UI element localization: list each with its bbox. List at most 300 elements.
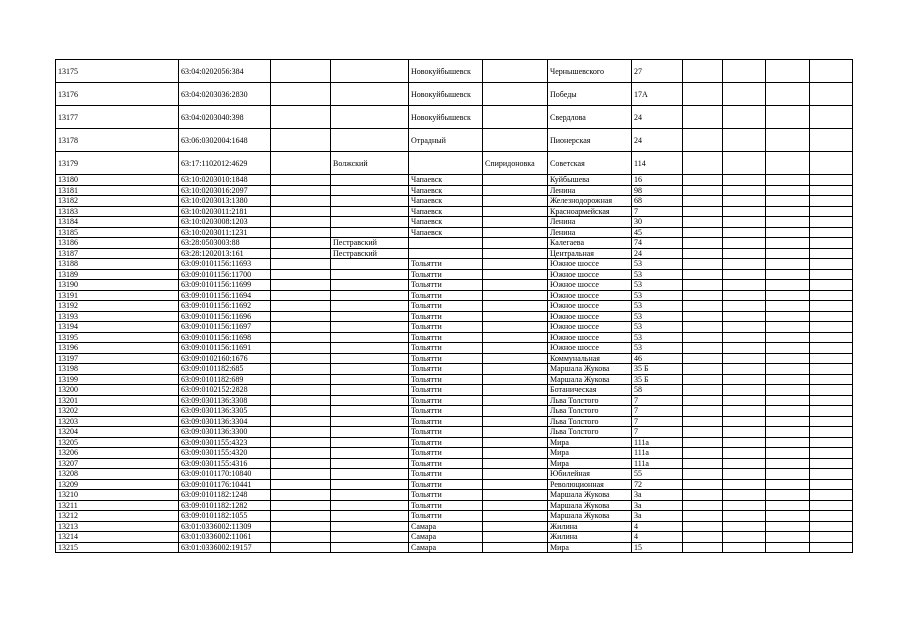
row-number: 13215 (56, 542, 179, 553)
village-cell (483, 301, 548, 312)
empty-cell (723, 469, 766, 480)
village-cell (483, 217, 548, 228)
empty-cell (723, 427, 766, 438)
table-row (56, 185, 853, 196)
district-cell (331, 532, 409, 543)
city-cell: Новокуйбышевск (409, 106, 483, 129)
cadastral-number: 63:04:0202056:384 (179, 60, 271, 83)
empty-cell (766, 511, 810, 522)
empty-cell (810, 437, 853, 448)
empty-cell (683, 290, 723, 301)
empty-cell (723, 238, 766, 249)
house-cell: 35 Б (632, 374, 683, 385)
city-cell: Тольятти (409, 332, 483, 343)
empty-cell (683, 395, 723, 406)
table-row (56, 248, 853, 259)
empty-cell (810, 248, 853, 259)
empty-cell (723, 479, 766, 490)
empty-cell (810, 343, 853, 354)
table-row (56, 332, 853, 343)
district-cell (331, 437, 409, 448)
district-cell (331, 196, 409, 207)
city-cell: Тольятти (409, 406, 483, 417)
empty-cell (766, 395, 810, 406)
district-cell (331, 395, 409, 406)
empty-cell (766, 437, 810, 448)
street-cell: Железнодорожная (548, 196, 632, 207)
row-number: 13179 (56, 152, 179, 175)
table-row (56, 196, 853, 207)
village-cell (483, 437, 548, 448)
district-cell (331, 259, 409, 270)
row-number: 13204 (56, 427, 179, 438)
cadastral-number: 63:10:0203008:1203 (179, 217, 271, 228)
house-cell: 68 (632, 196, 683, 207)
empty-cell (766, 196, 810, 207)
village-cell (483, 511, 548, 522)
table-row (56, 60, 853, 83)
empty-cell (810, 532, 853, 543)
house-cell: 7 (632, 416, 683, 427)
house-cell: 3а (632, 490, 683, 501)
empty-cell (810, 269, 853, 280)
empty-cell (766, 227, 810, 238)
cadastral-number: 63:09:0301136:3305 (179, 406, 271, 417)
street-cell: Южное шоссе (548, 311, 632, 322)
district-cell (331, 500, 409, 511)
city-cell: Тольятти (409, 416, 483, 427)
row-number: 13186 (56, 238, 179, 249)
house-cell: 53 (632, 259, 683, 270)
empty-cell (723, 500, 766, 511)
empty-cell (723, 458, 766, 469)
empty-cell (723, 311, 766, 322)
empty-cell (683, 364, 723, 375)
row-number: 13182 (56, 196, 179, 207)
district-cell (331, 364, 409, 375)
city-cell: Новокуйбышевск (409, 60, 483, 83)
empty-cell (271, 416, 331, 427)
village-cell (483, 311, 548, 322)
house-cell: 53 (632, 301, 683, 312)
table-row (56, 301, 853, 312)
city-cell: Тольятти (409, 385, 483, 396)
empty-cell (271, 353, 331, 364)
empty-cell (723, 437, 766, 448)
cadastral-number: 63:10:0203016:2097 (179, 185, 271, 196)
district-cell (331, 129, 409, 152)
street-cell: Южное шоссе (548, 280, 632, 291)
village-cell (483, 500, 548, 511)
house-cell: 4 (632, 521, 683, 532)
table-row (56, 490, 853, 501)
row-number: 13177 (56, 106, 179, 129)
empty-cell (766, 152, 810, 175)
village-cell (483, 490, 548, 501)
empty-cell (683, 458, 723, 469)
cadastral-number: 63:09:0101156:11693 (179, 259, 271, 270)
table-row (56, 406, 853, 417)
empty-cell (810, 280, 853, 291)
row-number: 13197 (56, 353, 179, 364)
street-cell: Южное шоссе (548, 259, 632, 270)
empty-cell (810, 185, 853, 196)
empty-cell (723, 385, 766, 396)
empty-cell (810, 353, 853, 364)
street-cell: Ленина (548, 185, 632, 196)
row-number: 13187 (56, 248, 179, 259)
table-row (56, 343, 853, 354)
house-cell: 53 (632, 311, 683, 322)
city-cell (409, 152, 483, 175)
empty-cell (766, 532, 810, 543)
house-cell: 58 (632, 385, 683, 396)
empty-cell (810, 152, 853, 175)
empty-cell (271, 185, 331, 196)
cadastral-number: 63:04:0203040:398 (179, 106, 271, 129)
empty-cell (271, 395, 331, 406)
street-cell: Коммунальная (548, 353, 632, 364)
empty-cell (723, 416, 766, 427)
empty-cell (810, 490, 853, 501)
village-cell (483, 83, 548, 106)
cadastral-number: 63:09:0101170:10840 (179, 469, 271, 480)
empty-cell (271, 152, 331, 175)
cadastral-number: 63:09:0102152:2828 (179, 385, 271, 396)
house-cell: 7 (632, 395, 683, 406)
empty-cell (810, 332, 853, 343)
row-number: 13185 (56, 227, 179, 238)
street-cell: Мира (548, 448, 632, 459)
row-number: 13201 (56, 395, 179, 406)
empty-cell (766, 490, 810, 501)
table-row (56, 521, 853, 532)
cadastral-number: 63:01:0336002:11309 (179, 521, 271, 532)
city-cell: Тольятти (409, 364, 483, 375)
district-cell (331, 353, 409, 364)
empty-cell (683, 259, 723, 270)
empty-cell (683, 206, 723, 217)
street-cell: Маршала Жукова (548, 511, 632, 522)
house-cell: 24 (632, 106, 683, 129)
street-cell: Ботаническая (548, 385, 632, 396)
empty-cell (810, 364, 853, 375)
village-cell (483, 60, 548, 83)
empty-cell (271, 301, 331, 312)
city-cell: Тольятти (409, 290, 483, 301)
cadastral-number: 63:09:0301136:3308 (179, 395, 271, 406)
cadastral-number: 63:09:0101156:11697 (179, 322, 271, 333)
table-row (56, 374, 853, 385)
city-cell: Чапаевск (409, 196, 483, 207)
cadastral-number: 63:10:0203010:1848 (179, 175, 271, 186)
table-row (56, 259, 853, 270)
table-row (56, 448, 853, 459)
empty-cell (810, 458, 853, 469)
street-cell: Мира (548, 437, 632, 448)
empty-cell (271, 469, 331, 480)
empty-cell (766, 301, 810, 312)
empty-cell (271, 311, 331, 322)
table-row (56, 290, 853, 301)
house-cell: 98 (632, 185, 683, 196)
city-cell: Чапаевск (409, 206, 483, 217)
empty-cell (723, 83, 766, 106)
empty-cell (271, 60, 331, 83)
row-number: 13199 (56, 374, 179, 385)
district-cell: Пестравский (331, 248, 409, 259)
empty-cell (810, 83, 853, 106)
cadastral-number: 63:09:0102160:1676 (179, 353, 271, 364)
table-row (56, 269, 853, 280)
house-cell: 17А (632, 83, 683, 106)
empty-cell (271, 532, 331, 543)
empty-cell (683, 469, 723, 480)
cadastral-number: 63:09:0301155:4316 (179, 458, 271, 469)
table-row (56, 129, 853, 152)
empty-cell (723, 511, 766, 522)
house-cell: 53 (632, 343, 683, 354)
empty-cell (766, 448, 810, 459)
house-cell: 24 (632, 248, 683, 259)
empty-cell (766, 83, 810, 106)
village-cell (483, 196, 548, 207)
empty-cell (723, 332, 766, 343)
street-cell: Южное шоссе (548, 322, 632, 333)
city-cell: Тольятти (409, 427, 483, 438)
city-cell (409, 238, 483, 249)
empty-cell (810, 406, 853, 417)
empty-cell (723, 259, 766, 270)
house-cell: 24 (632, 129, 683, 152)
address-table (55, 59, 853, 553)
empty-cell (766, 217, 810, 228)
street-cell: Победы (548, 83, 632, 106)
house-cell: 72 (632, 479, 683, 490)
cadastral-number: 63:01:0336002:11061 (179, 532, 271, 543)
empty-cell (766, 259, 810, 270)
cadastral-number: 63:09:0101156:11692 (179, 301, 271, 312)
empty-cell (271, 129, 331, 152)
empty-cell (723, 532, 766, 543)
village-cell (483, 458, 548, 469)
empty-cell (683, 521, 723, 532)
empty-cell (810, 301, 853, 312)
cadastral-number: 63:10:0203011:2181 (179, 206, 271, 217)
village-cell (483, 448, 548, 459)
house-cell: 16 (632, 175, 683, 186)
empty-cell (723, 280, 766, 291)
empty-cell (271, 458, 331, 469)
empty-cell (766, 521, 810, 532)
house-cell: 7 (632, 427, 683, 438)
empty-cell (766, 479, 810, 490)
city-cell: Самара (409, 542, 483, 553)
empty-cell (766, 364, 810, 375)
cadastral-number: 63:09:0301136:3304 (179, 416, 271, 427)
empty-cell (766, 311, 810, 322)
row-number: 13178 (56, 129, 179, 152)
empty-cell (271, 259, 331, 270)
empty-cell (683, 479, 723, 490)
cadastral-number: 63:09:0101182:689 (179, 374, 271, 385)
empty-cell (683, 269, 723, 280)
empty-cell (810, 322, 853, 333)
row-number: 13198 (56, 364, 179, 375)
table-row (56, 106, 853, 129)
empty-cell (766, 427, 810, 438)
empty-cell (683, 490, 723, 501)
empty-cell (810, 469, 853, 480)
empty-cell (810, 416, 853, 427)
cadastral-number: 63:09:0101156:11696 (179, 311, 271, 322)
cadastral-number: 63:01:0336002:19157 (179, 542, 271, 553)
village-cell (483, 364, 548, 375)
street-cell: Чернышевского (548, 60, 632, 83)
empty-cell (723, 175, 766, 186)
city-cell: Тольятти (409, 280, 483, 291)
street-cell: Южное шоссе (548, 343, 632, 354)
cadastral-number: 63:09:0101182:1248 (179, 490, 271, 501)
district-cell (331, 448, 409, 459)
house-cell: 74 (632, 238, 683, 249)
empty-cell (810, 448, 853, 459)
empty-cell (683, 532, 723, 543)
empty-cell (723, 343, 766, 354)
empty-cell (723, 542, 766, 553)
district-cell (331, 332, 409, 343)
empty-cell (723, 129, 766, 152)
empty-cell (271, 322, 331, 333)
empty-cell (271, 490, 331, 501)
street-cell: Маршала Жукова (548, 364, 632, 375)
house-cell: 30 (632, 217, 683, 228)
district-cell (331, 227, 409, 238)
table-row (56, 322, 853, 333)
street-cell: Жилина (548, 532, 632, 543)
empty-cell (810, 311, 853, 322)
house-cell: 7 (632, 406, 683, 417)
empty-cell (810, 106, 853, 129)
empty-cell (810, 206, 853, 217)
empty-cell (683, 427, 723, 438)
street-cell: Революционная (548, 479, 632, 490)
empty-cell (271, 448, 331, 459)
empty-cell (271, 479, 331, 490)
village-cell (483, 106, 548, 129)
street-cell: Свердлова (548, 106, 632, 129)
empty-cell (766, 469, 810, 480)
empty-cell (683, 322, 723, 333)
table-row (56, 238, 853, 249)
city-cell: Чапаевск (409, 185, 483, 196)
table-row (56, 427, 853, 438)
street-cell: Южное шоссе (548, 269, 632, 280)
empty-cell (683, 248, 723, 259)
house-cell: 3а (632, 511, 683, 522)
city-cell: Чапаевск (409, 175, 483, 186)
empty-cell (683, 175, 723, 186)
cadastral-number: 63:09:0101182:1055 (179, 511, 271, 522)
empty-cell (723, 364, 766, 375)
empty-cell (683, 448, 723, 459)
empty-cell (810, 395, 853, 406)
empty-cell (683, 385, 723, 396)
empty-cell (271, 406, 331, 417)
empty-cell (683, 416, 723, 427)
house-cell: 53 (632, 322, 683, 333)
empty-cell (683, 542, 723, 553)
village-cell (483, 353, 548, 364)
table-row (56, 280, 853, 291)
empty-cell (723, 406, 766, 417)
empty-cell (683, 106, 723, 129)
street-cell: Юбилейная (548, 469, 632, 480)
empty-cell (271, 385, 331, 396)
city-cell: Тольятти (409, 448, 483, 459)
district-cell (331, 469, 409, 480)
house-cell: 114 (632, 152, 683, 175)
village-cell (483, 290, 548, 301)
village-cell (483, 479, 548, 490)
district-cell (331, 427, 409, 438)
house-cell: 53 (632, 290, 683, 301)
empty-cell (810, 175, 853, 186)
empty-cell (766, 416, 810, 427)
village-cell (483, 469, 548, 480)
empty-cell (766, 290, 810, 301)
row-number: 13180 (56, 175, 179, 186)
table-row (56, 437, 853, 448)
cadastral-number: 63:28:0503003:88 (179, 238, 271, 249)
city-cell: Тольятти (409, 353, 483, 364)
city-cell: Новокуйбышевск (409, 83, 483, 106)
street-cell: Советская (548, 152, 632, 175)
district-cell (331, 511, 409, 522)
city-cell: Чапаевск (409, 227, 483, 238)
row-number: 13207 (56, 458, 179, 469)
empty-cell (271, 521, 331, 532)
empty-cell (271, 500, 331, 511)
empty-cell (271, 437, 331, 448)
table-row (56, 83, 853, 106)
village-cell (483, 175, 548, 186)
house-cell: 53 (632, 269, 683, 280)
empty-cell (271, 175, 331, 186)
row-number: 13196 (56, 343, 179, 354)
empty-cell (723, 374, 766, 385)
village-cell (483, 521, 548, 532)
table-row (56, 175, 853, 186)
city-cell: Тольятти (409, 301, 483, 312)
empty-cell (766, 343, 810, 354)
street-cell: Красноармейская (548, 206, 632, 217)
empty-cell (723, 290, 766, 301)
street-cell: Пионерская (548, 129, 632, 152)
row-number: 13190 (56, 280, 179, 291)
street-cell: Маршала Жукова (548, 500, 632, 511)
city-cell: Чапаевск (409, 217, 483, 228)
empty-cell (723, 185, 766, 196)
village-cell (483, 206, 548, 217)
empty-cell (683, 83, 723, 106)
empty-cell (766, 458, 810, 469)
cadastral-number: 63:09:0101182:1282 (179, 500, 271, 511)
cadastral-number: 63:09:0301155:4323 (179, 437, 271, 448)
empty-cell (810, 217, 853, 228)
empty-cell (683, 152, 723, 175)
row-number: 13188 (56, 259, 179, 270)
